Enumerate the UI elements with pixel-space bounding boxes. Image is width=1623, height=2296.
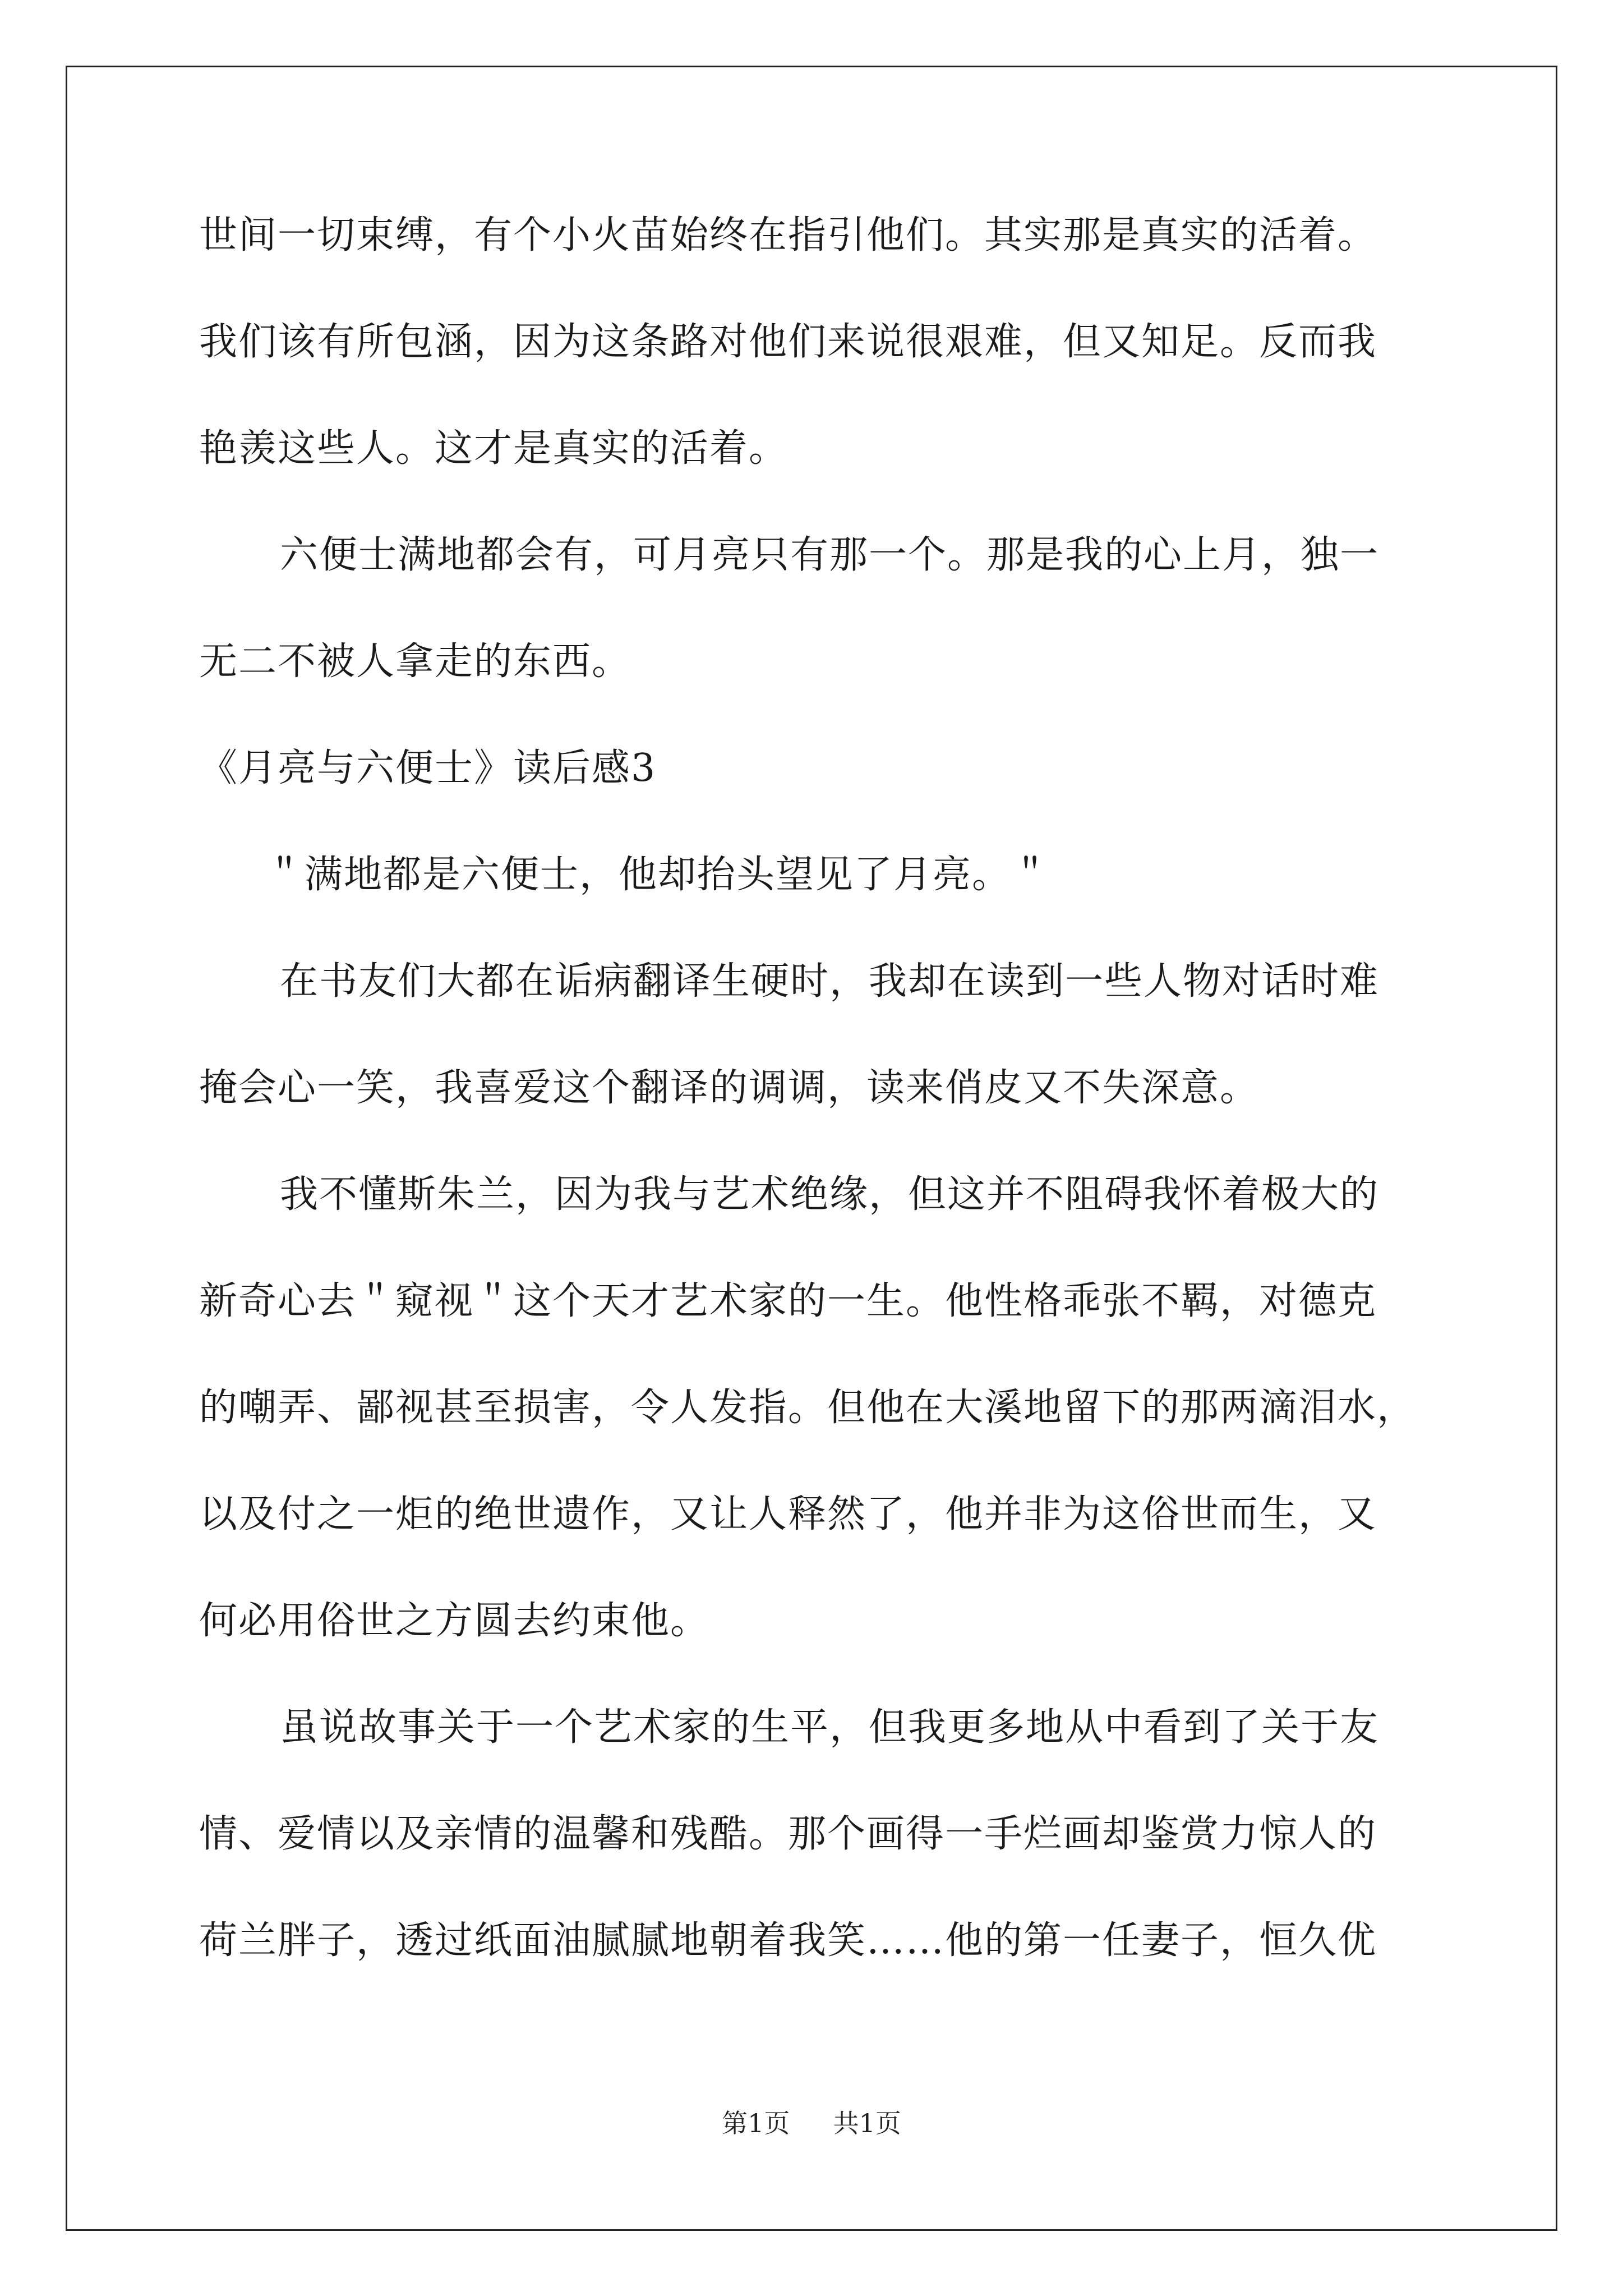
paragraph-line: 荷兰胖子，透过纸面油腻腻地朝着我笑……他的第一任妻子，恒久优	[199, 1918, 1377, 1963]
paragraph-line: 虽说故事关于一个艺术家的生平，但我更多地从中看到了关于友	[280, 1705, 1380, 1750]
paragraph-line: 新奇心去＂窥视＂这个天才艺术家的一生。他性格乖张不羁，对德克	[199, 1279, 1377, 1323]
paragraph-line: 六便士满地都会有，可月亮只有那一个。那是我的心上月，独一	[280, 533, 1380, 577]
document-body	[199, 208, 1455, 2019]
paragraph-line: 何必用俗世之方圆去约束他。	[199, 1599, 710, 1643]
paragraph-line: 艳羡这些人。这才是真实的活着。	[199, 426, 789, 471]
paragraph-line: 我不懂斯朱兰，因为我与艺术绝缘，但这并不阻碍我怀着极大的	[280, 1172, 1380, 1217]
paragraph-line: 以及付之一炬的绝世遗作，又让人释然了，他并非为这俗世而生，又	[199, 1492, 1377, 1536]
paragraph-line: 在书友们大都在诟病翻译生硬时，我却在读到一些人物对话时难	[280, 959, 1380, 1004]
quote-line: ＂满地都是六便士，他却抬头望见了月亮。＂	[265, 853, 1051, 897]
paragraph-line: 掩会心一笑，我喜爱这个翻译的调调，读来俏皮又不失深意。	[199, 1066, 1260, 1110]
page-number: 第1页	[722, 2108, 790, 2138]
paragraph-line: 我们该有所包涵，因为这条路对他们来说很艰难，但又知足。反而我	[199, 320, 1377, 364]
paragraph-line: 情、爱情以及亲情的温馨和残酷。那个画得一手烂画却鉴赏力惊人的	[199, 1812, 1377, 1856]
paragraph-line: 的嘲弄、鄙视甚至损害，令人发指。但他在大溪地留下的那两滴泪水，	[199, 1386, 1417, 1430]
page-footer	[0, 2106, 1623, 2140]
page-total: 共1页	[833, 2108, 901, 2138]
section-heading: 《月亮与六便士》读后感3	[199, 746, 657, 790]
paragraph-line: 世间一切束缚，有个小火苗始终在指引他们。其实那是真实的活着。	[199, 213, 1377, 257]
paragraph-line: 无二不被人拿走的东西。	[199, 639, 631, 684]
